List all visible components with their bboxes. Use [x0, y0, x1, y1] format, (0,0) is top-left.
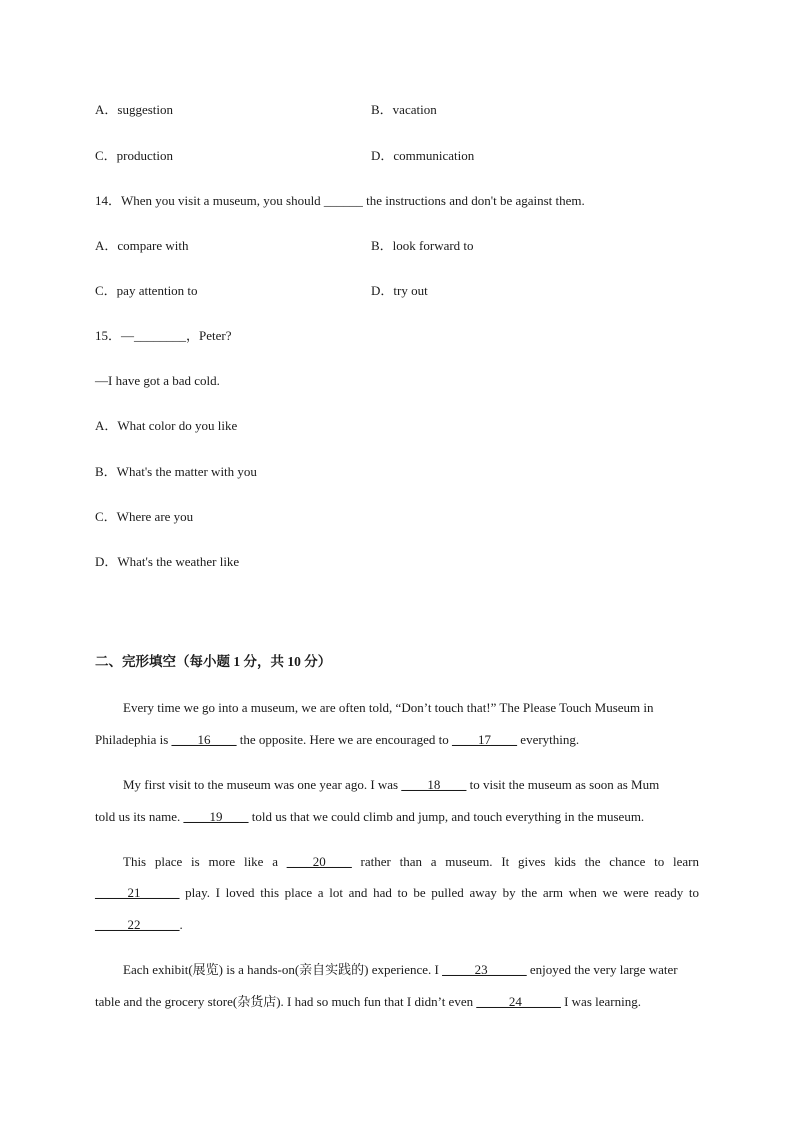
paragraph-2-line-1	[123, 777, 659, 793]
q15-reply: —I have got a bad cold.	[95, 373, 220, 388]
paragraph-4-line-1	[123, 962, 678, 978]
text-run: the opposite. Here we are encouraged to	[236, 732, 453, 747]
text-run: My first visit to the museum was one year ago. I was	[123, 777, 402, 792]
text-run: I was learning.	[560, 994, 641, 1009]
q14-option-c: C．pay attention to	[95, 283, 198, 298]
text-run: told us that we could climb and jump, and touch everything in the museum.	[248, 809, 645, 824]
q15-option-b: B．What's the matter with you	[95, 464, 257, 479]
q14-option-b: B．look forward to	[371, 238, 474, 253]
blank-19: ____19____	[183, 809, 249, 824]
q15-stem: 15．—________，Peter?	[95, 328, 232, 343]
q15-option-a: A．What color do you like	[95, 418, 238, 433]
text-run: table and the grocery store(杂货店). I had so much fun that I didn’t even	[95, 994, 477, 1009]
blank-23: _____23______	[442, 962, 527, 977]
q15-option-c: C．Where are you	[95, 509, 194, 524]
blank-17: ____17____	[452, 732, 518, 747]
q13-option-a: A．suggestion	[95, 102, 174, 117]
paragraph-2	[95, 777, 699, 827]
paragraph-3-line-3	[95, 917, 183, 933]
paragraph-3-line-1	[123, 854, 699, 870]
text-run: rather than a museum. It gives kids the chance to learn	[351, 854, 699, 869]
paragraph-3-line-2	[95, 885, 699, 901]
paragraph-1-line-2	[95, 732, 579, 748]
q13-option-b: B．vacation	[371, 102, 437, 117]
paragraph-4	[95, 962, 699, 1012]
text-run: Each exhibit(展览) is a hands-on(亲自实践的) experience. I	[123, 962, 443, 977]
text-run: to visit the museum as soon as Mum	[466, 777, 660, 792]
text-run: told us its name.	[95, 809, 184, 824]
text-run: This place is more like a	[123, 854, 287, 869]
blank-22: _____22______	[95, 917, 180, 932]
blank-21: _____21______	[95, 885, 180, 900]
text-run: enjoyed the very large water	[526, 962, 678, 977]
q13-option-d: D．communication	[371, 148, 475, 163]
blank-16: ____16____	[171, 732, 237, 747]
text-run: Philadephia is	[95, 732, 172, 747]
blank-20: ____20____	[286, 854, 352, 869]
q15-option-d: D．What's the weather like	[95, 554, 240, 569]
q14-option-a: A．compare with	[95, 238, 189, 253]
text-run: play. I loved this place a lot and had to be pulled away by the arm when we were ready to	[179, 885, 699, 900]
section-heading: 二、完形填空（每小题 1 分，共 10 分）	[95, 654, 332, 669]
paragraph-1-line-1: Every time we go into a museum, we are often told, “Don’t touch that!” The Please Touch Museum in	[123, 700, 654, 715]
text-run: everything.	[517, 732, 580, 747]
q14-option-d: D．try out	[371, 283, 428, 298]
q14-stem: 14．When you visit a museum, you should ______ the instructions and don't be against them.	[95, 193, 585, 208]
text-run: .	[179, 917, 183, 932]
paragraph-3	[95, 854, 699, 934]
blank-18: ____18____	[401, 777, 467, 792]
paragraph-2-line-2	[95, 809, 644, 825]
paragraph-4-line-2	[95, 994, 641, 1010]
q13-option-c: C．production	[95, 148, 173, 163]
paragraph-1	[95, 700, 699, 750]
blank-24: _____24______	[476, 994, 561, 1009]
